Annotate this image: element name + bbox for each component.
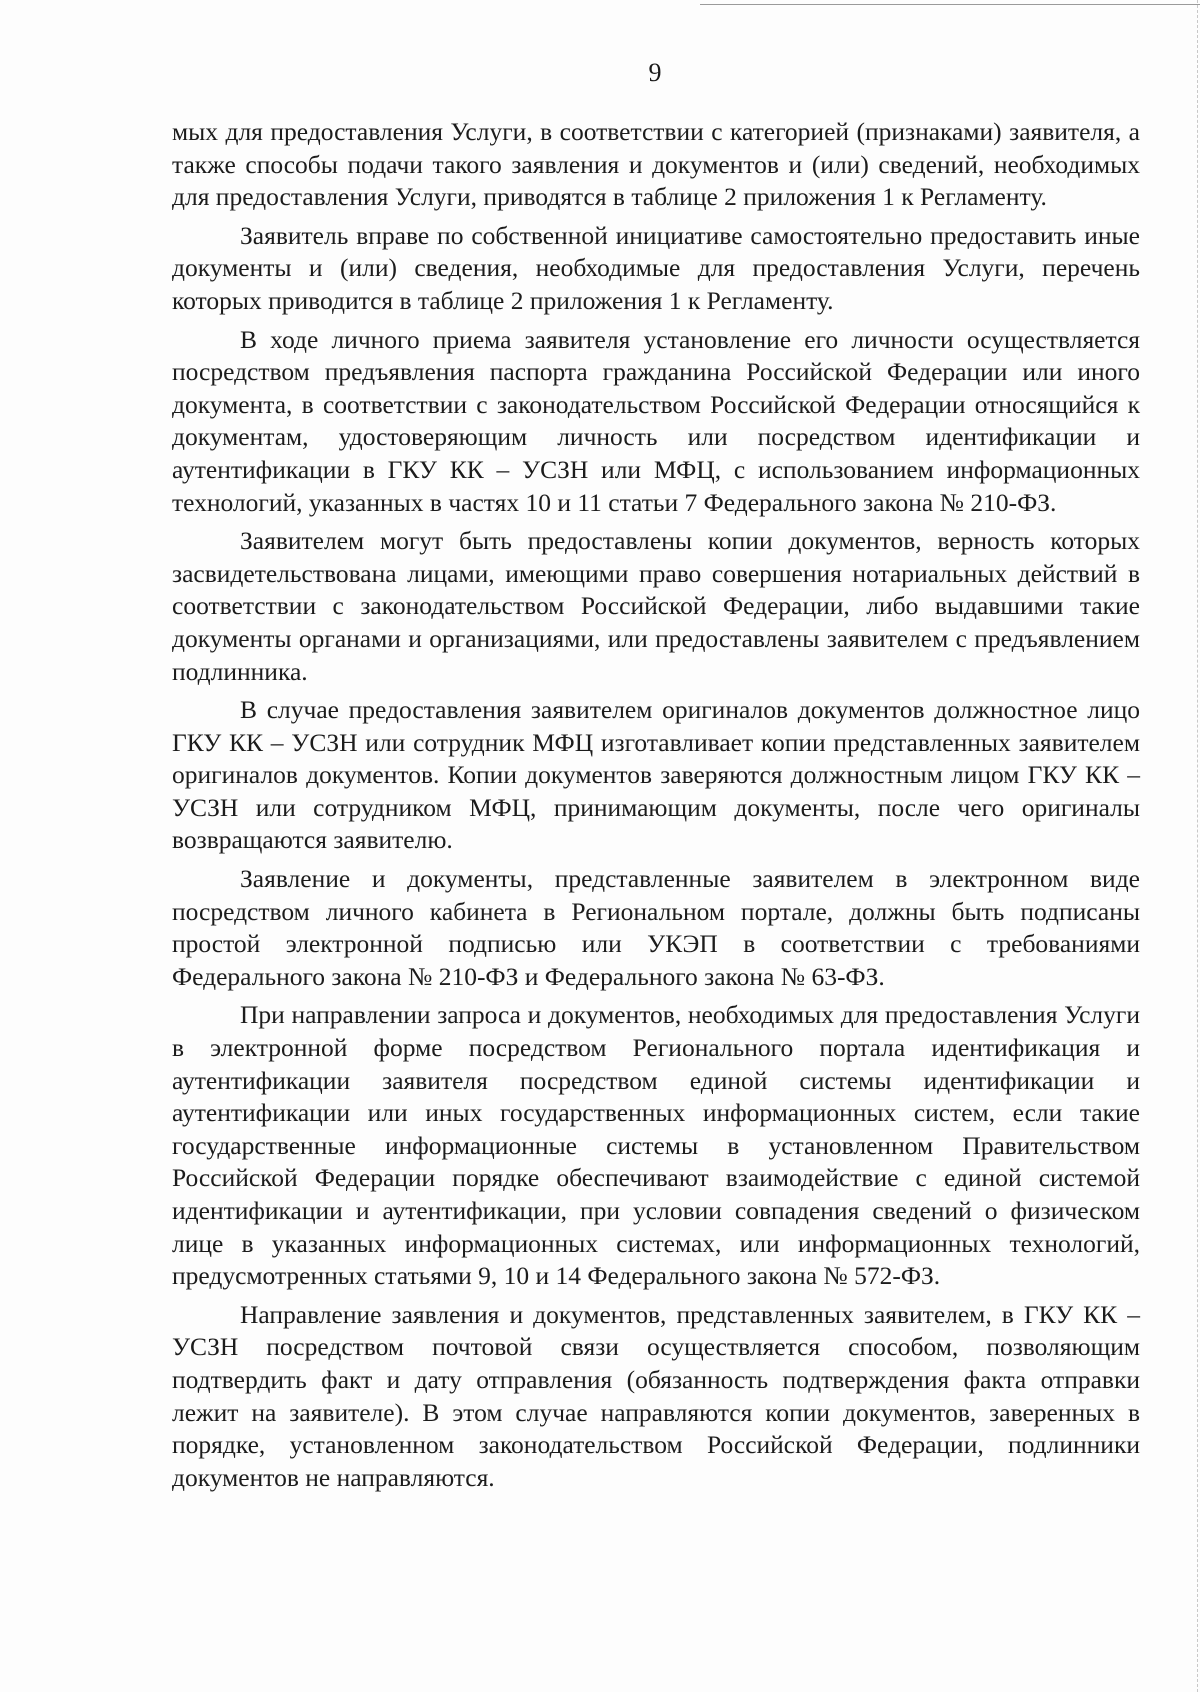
scan-right-edge — [1197, 0, 1198, 1692]
paragraph-identity: В ходе личного приема заявителя установление его личности осуществляется посредством предъявления паспорта гражданина Российской Федерации или иного документа, в соответствии с законодательством Российской Федерации относящийся к документам, удостоверяющим личность или посредством идентификации и аутентификации в ГКУ КК – УСЗН или МФЦ, с использованием информационных технологий, указанных в частях 10 и 11 статьи 7 Федерального закона № 210-ФЗ. — [172, 324, 1140, 517]
paragraph-originals: В случае предоставления заявителем оригиналов документов должностное лицо ГКУ КК – УСЗН или сотрудник МФЦ изготавливает копии представленных заявителем оригиналов документов. Копии документов заверяются должностным лицом ГКУ КК – УСЗН или сотрудником МФЦ, принимающим документы, после чего оригиналы возвращаются заявителю. — [172, 695, 1140, 855]
paragraph-continuation: мых для предоставления Услуги, в соответствии с категорией (признаками) заявителя, а также способы подачи такого заявления и документов и (или) сведений, необходимых для предоставления Услуги, приводятся в таблице 2 приложения 1 к Регламенту. — [172, 117, 1140, 212]
document-body — [172, 116, 1140, 1500]
scan-top-edge — [700, 4, 1200, 5]
paragraph-regional-portal: При направлении запроса и документов, необходимых для предоставления Услуги в электронной форме посредством Регионального портала идентификация и аутентификации заявителя посредством единой системы идентификации и аутентификации или иных государственных информационных систем, если такие государственные информационные системы в установленном Правительством Российской Федерации порядке обеспечивают взаимодействие с единой системой идентификации и аутентификации, при условии совпадения сведений о физическом лице в указанных информационных системах, или информационных технологий, предусмотренных статьями 9, 10 и 14 Федерального закона № 572-ФЗ. — [172, 1000, 1140, 1291]
paragraph-certified-copies: Заявителем могут быть предоставлены копии документов, верность которых засвидетельствована лицами, имеющими право совершения нотариальных действий в соответствии с законодательством Российской Федерации, либо выдавшими такие документы органами и организациями, или предоставлены заявителем с предъявлением подлинника. — [172, 526, 1140, 686]
paragraph-postal: Направление заявления и документов, представленных заявителем, в ГКУ КК – УСЗН посредством почтовой связи осуществляется способом, позволяющим подтвердить факт и дату отправления (обязанность подтверждения факта отправки лежит на заявителе). В этом случае направляются копии документов, заверенных в порядке, установленном законодательством Российской Федерации, подлинники документов не направляются. — [172, 1299, 1140, 1492]
paragraph-electronic-signature: Заявление и документы, представленные заявителем в электронном виде посредством личного кабинета в Региональном портале, должны быть подписаны простой электронной подписью или УКЭП в соответствии с требованиями Федерального закона № 210-ФЗ и Федерального закона № 63-ФЗ. — [172, 864, 1140, 991]
page-number: 9 — [648, 58, 662, 87]
paragraph-own-initiative: Заявитель вправе по собственной инициативе самостоятельно предоставить иные документы и (или) сведения, необходимые для предоставления Услуги, перечень которых приводится в таблице 2 приложения 1 к Регламенту. — [172, 220, 1140, 315]
